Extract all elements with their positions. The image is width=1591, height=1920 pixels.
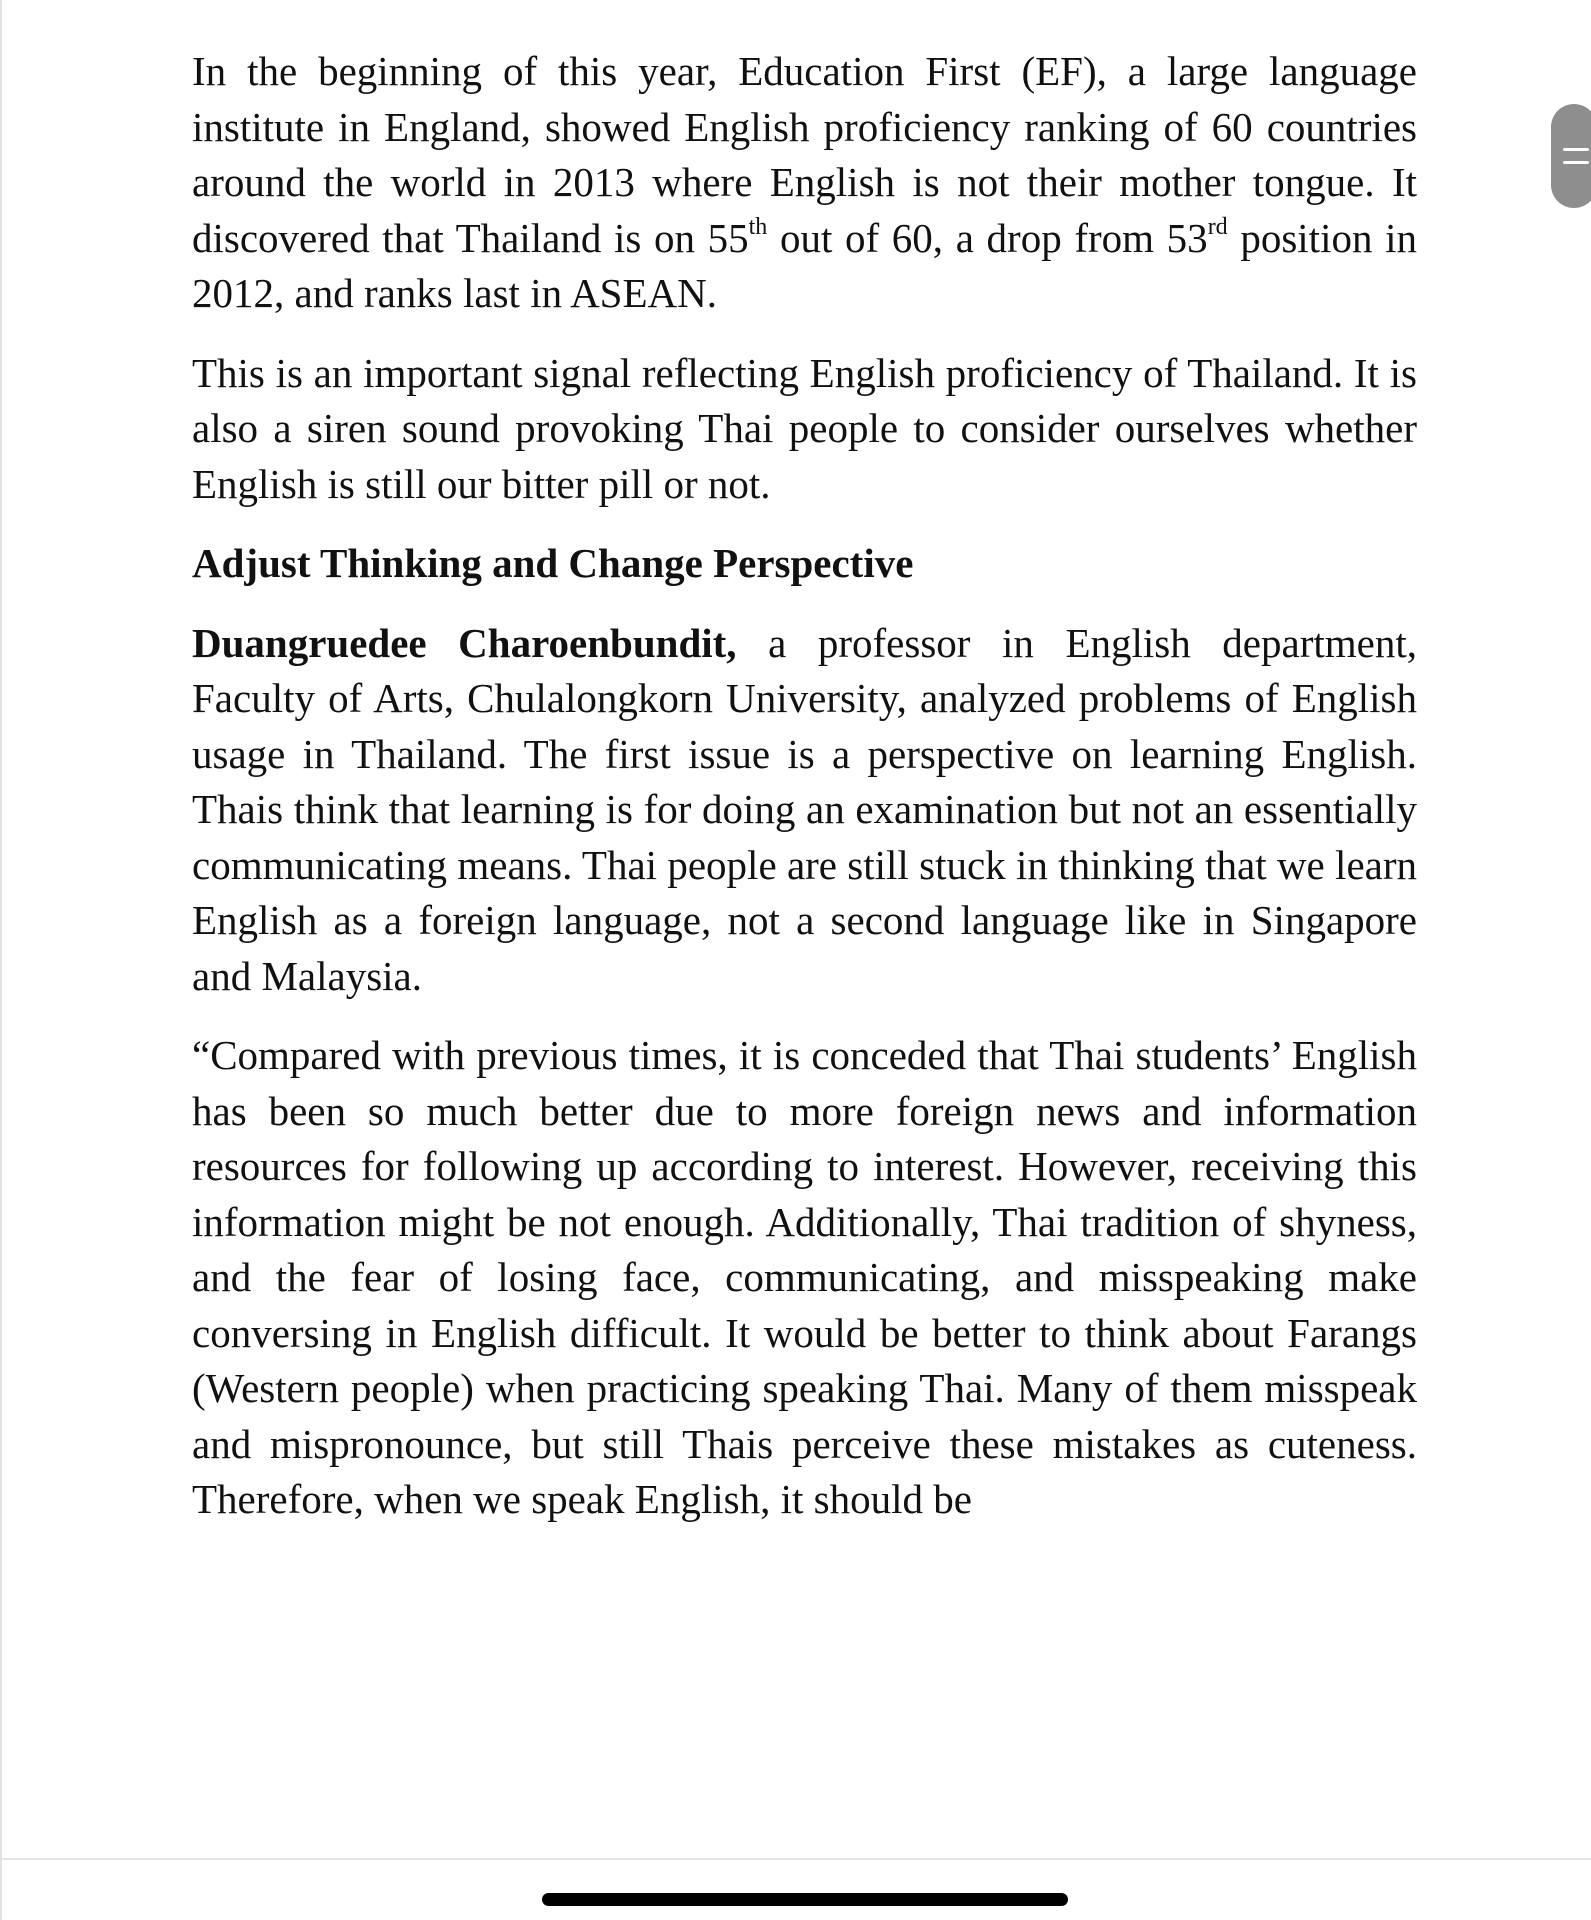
scroll-grip-line-bottom <box>1563 161 1589 164</box>
ordinal-suffix-53: rd <box>1207 213 1228 240</box>
section-heading: Adjust Thinking and Change Perspective <box>192 540 914 586</box>
paragraph-intro-part1: In the beginning of this year, Education First (EF), a large language institute in England, showed English proficiency ranking of 60 countries around the world in 2013 where English is not their mother tongue. It discovered that Thailand is on 55 <box>192 48 1417 261</box>
ordinal-suffix-55: th <box>748 213 768 240</box>
home-indicator[interactable] <box>542 1893 1068 1906</box>
paragraph-intro-part2: out of 60, a drop from 53 <box>767 214 1208 261</box>
paragraph-professor-text: a professor in English department, Faculty of Arts, Chulalongkorn University, analyzed problems of English usage in Thailand. The first issue is a perspective on learning English. Thais think that learning is for doing an examination but not an essentially communicating means. Thai people are still stuck in thinking that we learn English as a foreign language, not a second language like in Singapore and Malaysia. <box>192 619 1417 999</box>
paragraph-signal: This is an important signal reflecting English proficiency of Thailand. It is also a siren sound provoking Thai people to consider ourselves whether English is still our bitter pill or not. <box>192 349 1417 507</box>
paragraph-quote: “Compared with previous times, it is conceded that Thai students’ English has been so much better due to more foreign news and information resources for following up according to interest. However, receiving this information might be not enough. Additionally, Thai tradition of shyness, and the fear of losing face, communicating, and misspeaking make conversing in English difficult. It would be better to think about Farangs (Western people) when practicing speaking Thai. Many of them misspeak and mispronounce, but still Thais perceive these mistakes as cuteness. Therefore, when we speak English, it should be <box>192 1032 1417 1522</box>
paragraph-intro <box>192 44 1417 322</box>
bottom-divider <box>2 1858 1591 1860</box>
professor-name: Duangruedee Charoenbundit, <box>192 619 737 666</box>
scroll-handle[interactable] <box>1551 104 1591 208</box>
document-body <box>192 44 1417 1552</box>
paragraph-intro-part3: position in 2012, and ranks last in ASEAN. <box>192 214 1418 316</box>
scroll-grip-line-top <box>1563 148 1589 151</box>
paragraph-professor <box>192 616 1417 1005</box>
